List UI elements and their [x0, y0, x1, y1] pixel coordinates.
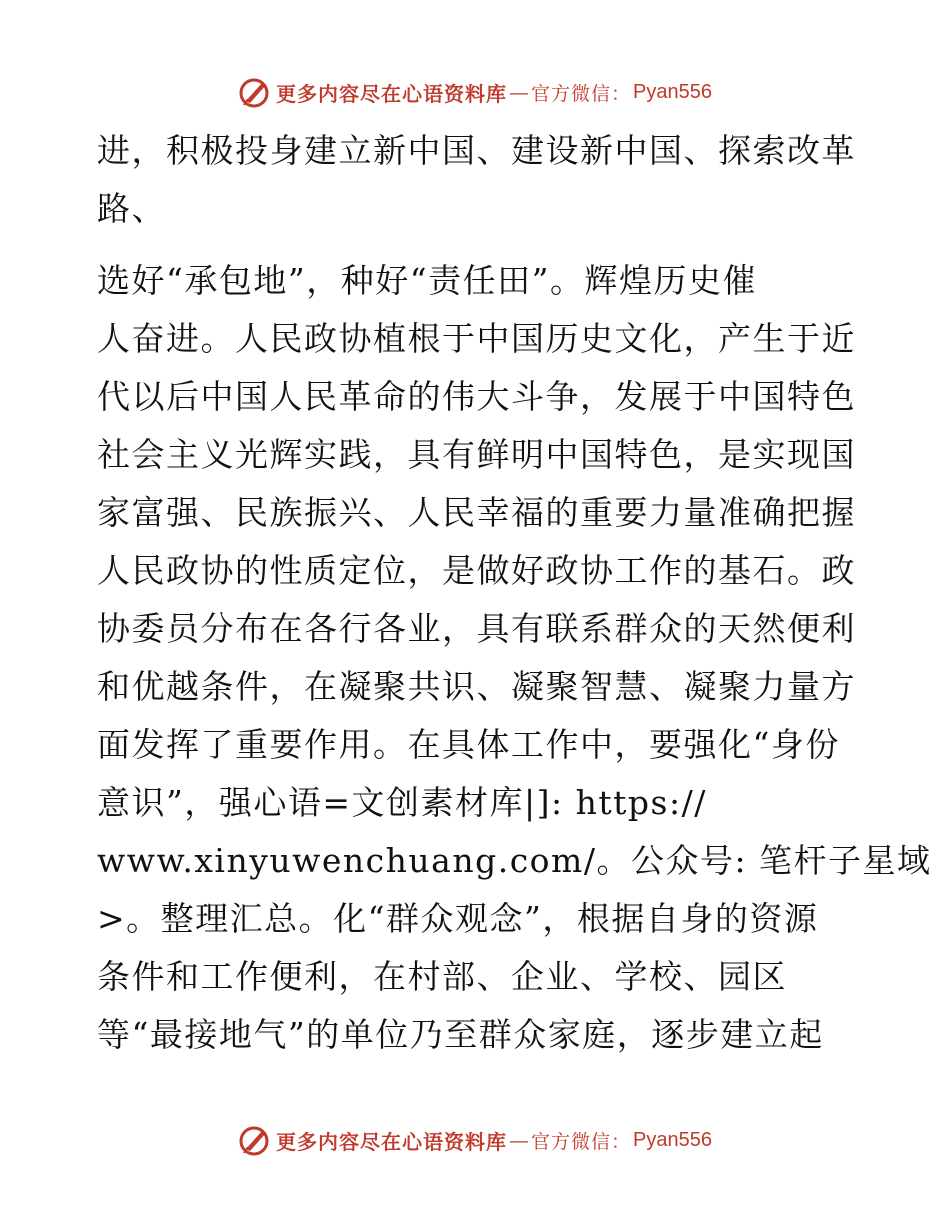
- text-line: 等“最接地气”的单位乃至群众家庭，逐步建立起: [97, 1015, 824, 1054]
- quill-seal-icon: [238, 75, 272, 109]
- text-line: www.xinyuwenchuang.com/。公众号: 笔杆子星域: [97, 841, 932, 880]
- text-line: 进，积极投身建立新中国、建设新中国、探索改革: [97, 131, 856, 170]
- watermark-wechat-id: Pyan556: [633, 80, 712, 103]
- text-line: 协委员分布在各行各业，具有联系群众的天然便利: [97, 609, 856, 648]
- text-line: 条件和工作便利，在村部、企业、学校、园区: [97, 957, 787, 996]
- text-line: 意识”，强心语=文创素材库|]: https://: [97, 783, 707, 822]
- document-body: [97, 122, 932, 1064]
- watermark-wechat-id: Pyan556: [633, 1128, 712, 1151]
- text-line: 路、: [97, 189, 166, 228]
- header-watermark: [0, 72, 950, 112]
- watermark-dash: —: [509, 1128, 529, 1152]
- watermark-wechat-label: 官方微信：: [531, 82, 632, 105]
- footer-watermark: [0, 1120, 950, 1160]
- text-line: 选好“承包地”，种好“责任田”。辉煌历史催: [97, 261, 757, 300]
- text-line: >。整理汇总。化“群众观念”，根据自身的资源: [97, 899, 819, 938]
- watermark-dash: —: [509, 80, 529, 104]
- text-line: 人奋进。人民政协植根于中国历史文化，产生于近: [97, 319, 856, 358]
- text-line: 人民政协的性质定位，是做好政协工作的基石。政: [97, 551, 856, 590]
- watermark-wechat-label: 官方微信：: [531, 1130, 632, 1153]
- text-line: 代以后中国人民革命的伟大斗争，发展于中国特色: [97, 377, 856, 416]
- watermark-main-text: 更多内容尽在心语资料库: [276, 81, 507, 106]
- text-line: 和优越条件，在凝聚共识、凝聚智慧、凝聚力量方: [97, 667, 856, 706]
- watermark-main-text: 更多内容尽在心语资料库: [276, 1129, 507, 1154]
- text-line: 社会主义光辉实践，具有鲜明中国特色，是实现国: [97, 435, 856, 474]
- text-line: 面发挥了重要作用。在具体工作中，要强化“身份: [97, 725, 840, 764]
- text-line: 家富强、民族振兴、人民幸福的重要力量准确把握: [97, 493, 856, 532]
- quill-seal-icon: [238, 1123, 272, 1157]
